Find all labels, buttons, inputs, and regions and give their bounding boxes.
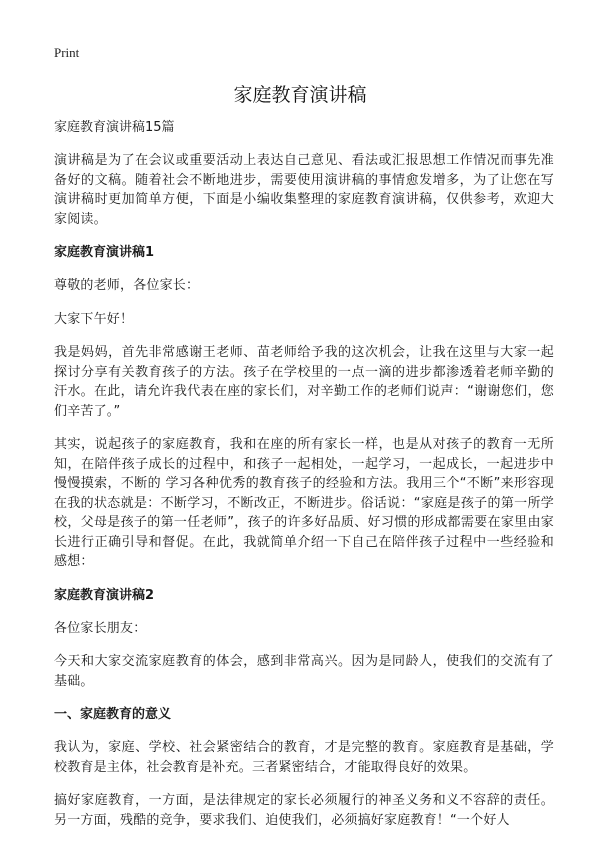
salutation-2: 各位家长朋友： (54, 620, 147, 636)
document-subtitle: 家庭教育演讲稿15篇 (54, 120, 175, 135)
section2-paragraph-3: 搞好家庭教育，一方面，是法律规定的家长必须履行的神圣义务和义不容辞的责任。另一方面，残酷的竞争，要求我们、迫使我们，必须搞好家庭教育！“一个好人 (54, 793, 554, 828)
section-heading-1: 家庭教育演讲稿1 (54, 245, 155, 260)
intro-paragraph: 演讲稿是为了在会议或重要活动上表达自己意见、看法或汇报思想工作情况而事先准备好的文稿。随着社会不断地进步，需要使用演讲稿的事情愈发增多，为了让您在写演讲稿时更加简单方便，下面是小编收集整理的家庭教育演讲稿，仅供参考，欢迎大家阅读。 (54, 153, 554, 227)
section2-paragraph-1: 今天和大家交流家庭教育的体会，感到非常高兴。因为是同龄人，使我们的交流有了基础。 (54, 654, 554, 689)
salutation-1: 尊敬的老师，各位家长： (54, 278, 200, 293)
print-label[interactable]: Print (54, 45, 80, 60)
subsection-heading: 一、家庭教育的意义 (54, 707, 172, 722)
section1-paragraph-2: 其实，说起孩子的家庭教育，我和在座的所有家长一样，也是从对孩子的教育一无所知，在陪伴孩子成长的过程中，和孩子一起相处，一起学习，一起成长，一起进步中慢慢摸索，不断的 学习各种优秀的教育孩子的经验和方法。我用三个“不断”来形容现在我的状态就是：不断学习，不断改正，不断进步。俗话说：“家庭是孩子的第一所学校，父母是孩子的第一任老师”，孩子的许多好品质、好习惯的形成都需要在家里由家长进行正确引导和督促。在此，我就简单介绍一下自己在陪伴孩子过程中一些经验和感想： (54, 437, 554, 569)
document-body (54, 118, 554, 844)
section2-paragraph-2: 我认为，家庭、学校、社会紧密结合的教育，才是完整的教育。家庭教育是基础，学校教育是主体，社会教育是补充。三者紧密结合，才能取得良好的效果。 (54, 740, 554, 775)
section1-paragraph-1: 我是妈妈，首先非常感谢王老师、苗老师给予我的这次机会，让我在这里与大家一起探讨分享有关教育孩子的方法。孩子在学校里的一点一滴的进步都渗透着老师辛勤的汗水。在此，请允许我代表在座的家长们，对辛勤工作的老师们说声：“谢谢您们，您们辛苦了。” (54, 345, 554, 419)
document-title: 家庭教育演讲稿 (233, 84, 367, 106)
greeting-1: 大家下午好！ (54, 311, 134, 327)
section-heading-2: 家庭教育演讲稿2 (54, 587, 155, 603)
